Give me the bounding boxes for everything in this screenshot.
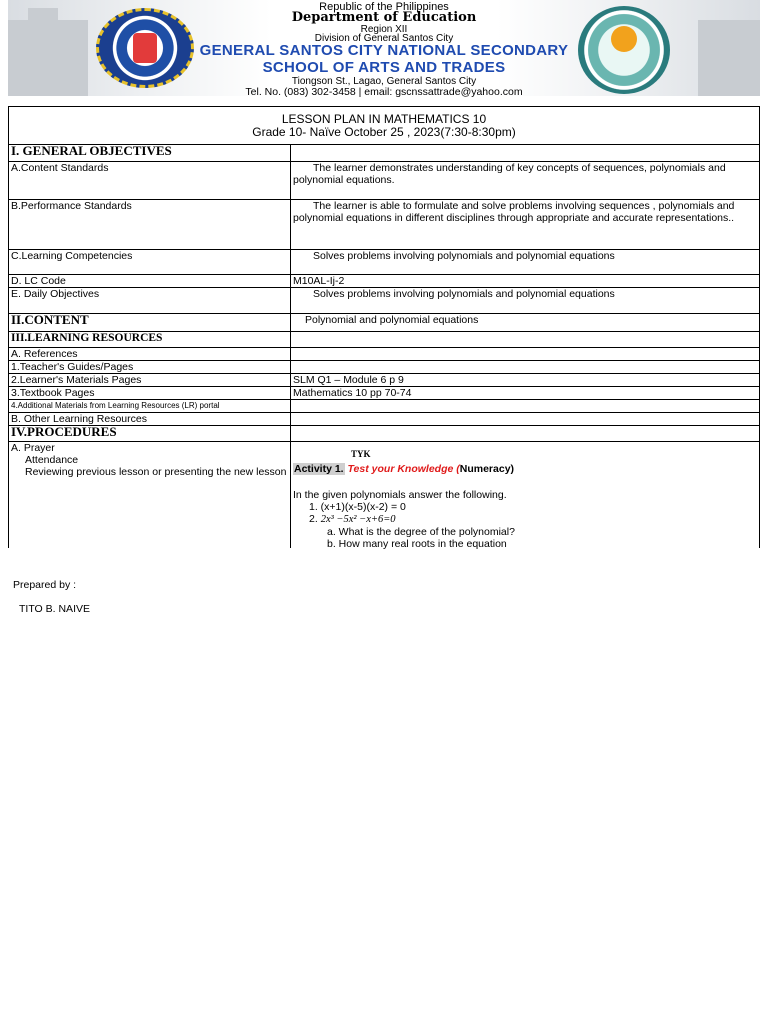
table-row xyxy=(9,250,760,275)
reviewing-item: Reviewing previous lesson or presenting the new lesson xyxy=(25,466,287,478)
school-name-line2: SCHOOL OF ARTS AND TRADES xyxy=(262,59,506,76)
lesson-subtitle: Grade 10- Naïve October 25 , 2023(7:30-8:30pm) xyxy=(252,125,516,139)
textbook-label: 3.Textbook Pages xyxy=(9,387,291,400)
general-objectives-heading: I. GENERAL OBJECTIVES xyxy=(9,145,291,162)
activity-tag: Numeracy) xyxy=(459,463,515,475)
activity-badge: Activity 1. xyxy=(294,463,344,475)
region-line: Region XII xyxy=(360,24,408,35)
lesson-plan-table xyxy=(8,144,760,548)
competencies-text: Solves problems involving polynomials and polynomial equations xyxy=(291,250,760,275)
teachers-guides-label: 1.Teacher's Guides/Pages xyxy=(9,361,291,374)
table-row xyxy=(9,145,760,162)
empty-cell xyxy=(291,348,760,361)
polynomial-expression: 2x³ −5x² −x+6=0 xyxy=(320,514,396,525)
table-row xyxy=(9,361,760,374)
table-row xyxy=(9,162,760,200)
department-line: Department of Education xyxy=(291,10,477,25)
prayer-item: A. Prayer xyxy=(11,442,55,454)
table-row xyxy=(9,413,760,426)
empty-cell xyxy=(291,332,760,348)
learning-resources-heading: III.LEARNING RESOURCES xyxy=(9,332,291,348)
empty-cell xyxy=(291,361,760,374)
learners-materials-text: SLM Q1 – Module 6 p 9 xyxy=(291,374,760,387)
table-row xyxy=(9,387,760,400)
table-row xyxy=(9,200,760,250)
lesson-title: LESSON PLAN IN MATHEMATICS 10 xyxy=(281,112,487,126)
table-row xyxy=(9,442,760,549)
division-line: Division of General Santos City xyxy=(314,33,454,44)
tyk-label: TYK xyxy=(351,449,371,459)
activity-title: Test your Knowledge ( xyxy=(347,463,460,475)
activity-heading xyxy=(293,463,757,475)
prepared-by-label: Prepared by : xyxy=(13,579,77,591)
empty-cell xyxy=(291,400,760,413)
procedures-right-cell xyxy=(291,442,760,549)
lesson-title-box xyxy=(8,106,760,144)
textbook-text: Mathematics 10 pp 70-74 xyxy=(291,387,760,400)
table-row xyxy=(9,374,760,387)
empty-cell xyxy=(291,426,760,442)
sub-question: a. What is the degree of the polynomial? xyxy=(327,526,515,538)
empty-cell xyxy=(291,145,760,162)
references-label: A. References xyxy=(9,348,291,361)
additional-materials-label: 4.Additional Materials from Learning Resources (LR) portal xyxy=(9,400,291,413)
address-line: Tiongson St., Lagao, General Santos City xyxy=(291,76,477,87)
preparer-name: TITO B. NAIVE xyxy=(19,603,90,615)
table-row xyxy=(9,288,760,314)
content-standards-text: The learner demonstrates understanding of key concepts of sequences, polynomials and polynomial equations. xyxy=(291,162,760,200)
lc-code-text: M10AL-Ij-2 xyxy=(291,275,760,288)
table-row xyxy=(9,426,760,442)
sub-question: b. How many real roots in the equation xyxy=(327,538,507,550)
performance-standards-text: The learner is able to formulate and solve problems involving sequences , polynomials and polynomial equations in different disciplines through appropriate and accurate representations.. xyxy=(291,200,760,250)
table-row xyxy=(9,332,760,348)
other-resources-label: B. Other Learning Resources xyxy=(9,413,291,426)
table-row xyxy=(9,314,760,332)
learners-materials-label: 2.Learner's Materials Pages xyxy=(9,374,291,387)
contact-line: Tel. No. (083) 302-3458 | email: gscnssattrade@yahoo.com xyxy=(245,86,523,98)
table-row xyxy=(9,275,760,288)
content-heading: II.CONTENT xyxy=(9,314,291,332)
competencies-label: C.Learning Competencies xyxy=(9,250,291,275)
content-text: Polynomial and polynomial equations xyxy=(291,314,760,332)
procedures-heading: IV.PROCEDURES xyxy=(9,426,291,442)
daily-objectives-text: Solves problems involving polynomials and polynomial equations xyxy=(291,288,760,314)
procedures-left-cell xyxy=(9,442,291,549)
daily-objectives-label: E. Daily Objectives xyxy=(9,288,291,314)
list-item: 1. (x+1)(x-5)(x-2) = 0 xyxy=(309,501,406,513)
table-row xyxy=(9,400,760,413)
list-item xyxy=(293,513,757,526)
lc-code-label: D. LC Code xyxy=(9,275,291,288)
attendance-item: Attendance xyxy=(25,454,79,466)
school-name-line1: GENERAL SANTOS CITY NATIONAL SECONDARY xyxy=(199,42,569,59)
content-standards-label: A.Content Standards xyxy=(9,162,291,200)
list-item-number: 2. xyxy=(309,513,318,525)
republic-line: Republic of the Philippines xyxy=(319,1,449,13)
table-row xyxy=(9,348,760,361)
instruction-text: In the given polynomials answer the following. xyxy=(293,489,507,501)
performance-standards-label: B.Performance Standards xyxy=(9,200,291,250)
empty-cell xyxy=(291,413,760,426)
